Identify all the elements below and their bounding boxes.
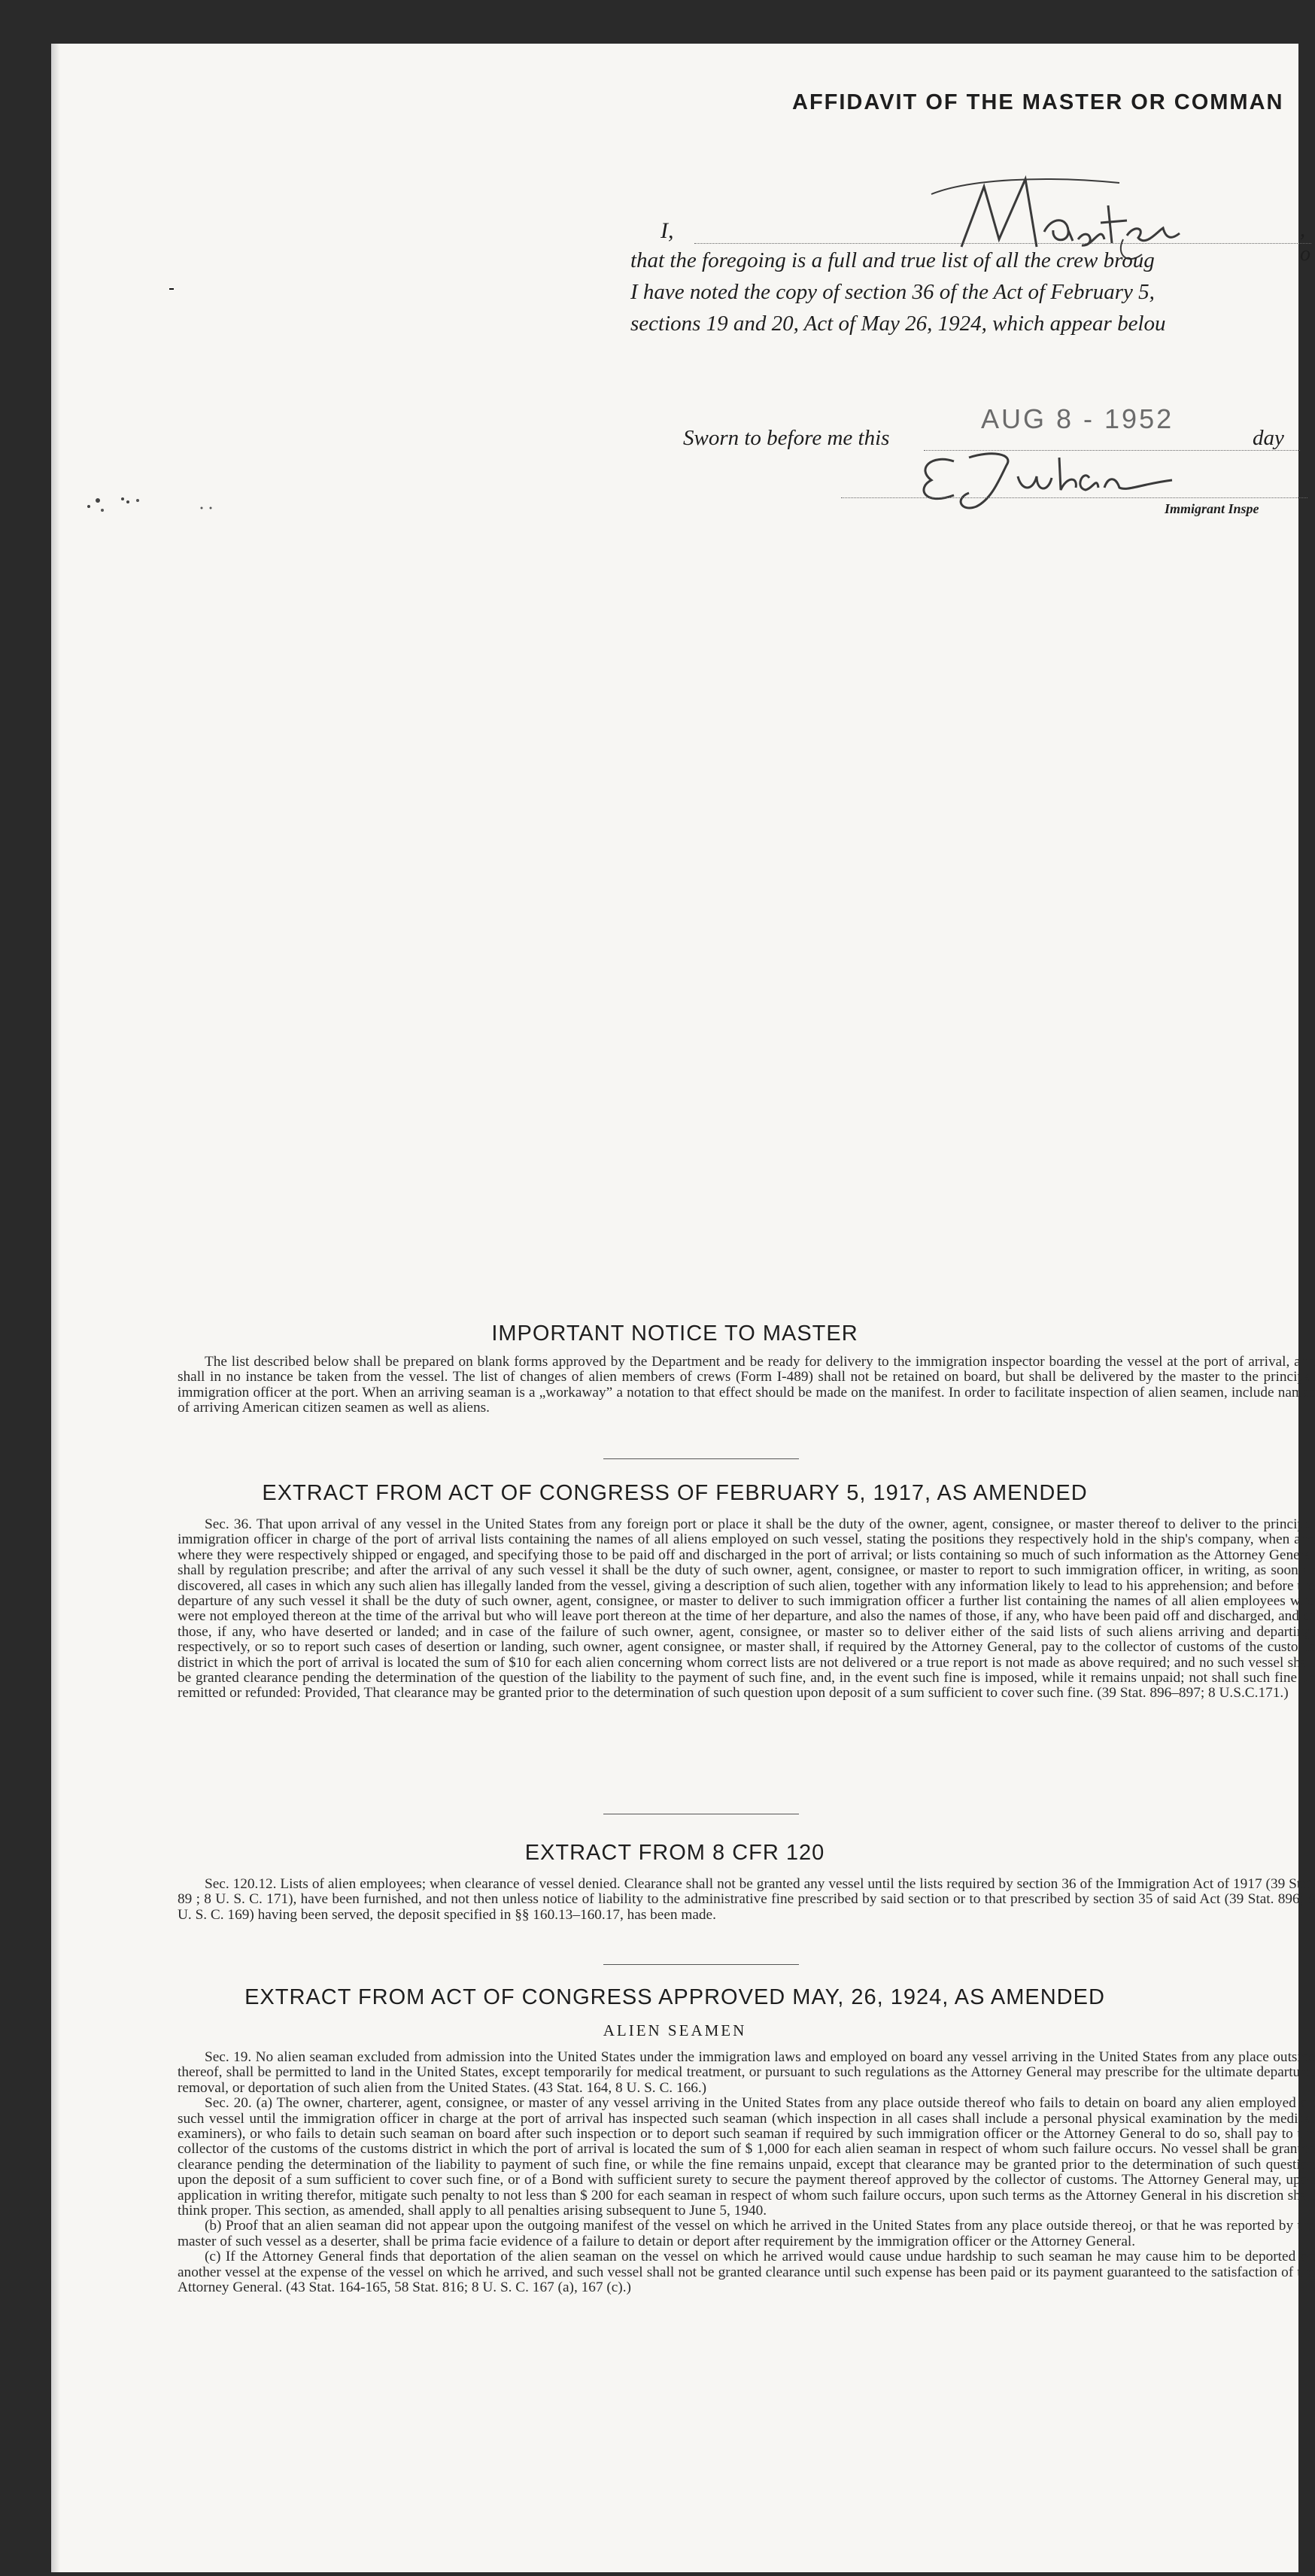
handwritten-name-signature <box>924 134 1225 266</box>
scan-specks <box>81 491 232 522</box>
section-19: Sec. 19. No alien seaman excluded from admission into the United States under the immigration laws and employed on board any vessel arriving in the United States from any place outside thereof, shall be permitted to land in the United States, except temporarily for medical treatment, or pursuant to such regulations as the Attorney General may prescribe for the ultimate departure, removal, or deportation of such alien from the United States. (43 Stat. 164, 8 U. S. C. 166.) <box>178 2049 1315 2096</box>
day-label: day <box>1253 426 1284 450</box>
affidavit-line-2: I have noted the copy of section 36 of the Act of February 5, <box>630 280 1155 304</box>
document-page <box>51 44 1315 2572</box>
notice-text: The list described below shall be prepared on blank forms approved by the Department and be ready for delivery to the immigration inspector boarding the vessel at the port of arrival, and shall in no instance be taken from the vessel. The list of changes of alien members of crews (Form I-489) shall not be retained on board, but shall be delivered by the master to the principal immigration officer at the port. When an arriving seaman is a „workaway” a notation to that effect should be made on the manifest. In order to facilitate inspection of alien seamen, include names of arriving American citizen seamen as well as aliens. <box>178 1354 1315 1416</box>
margin-mark <box>169 288 174 290</box>
immigrant-inspector-label: Immigrant Inspe <box>1165 501 1259 516</box>
affidavit-line-3: sections 19 and 20, Act of May 26, 1924, which appear belou <box>630 312 1166 336</box>
affidavit-title: AFFIDAVIT OF THE MASTER OR COMMAN <box>792 90 1284 114</box>
affidavit-i-label: I, <box>661 218 674 243</box>
sworn-label: Sworn to before me this <box>683 426 890 450</box>
scan-edge-shadow <box>51 44 60 2572</box>
notice-heading: IMPORTANT NOTICE TO MASTER <box>491 1321 858 1346</box>
section-20-c: (c) If the Attorney General finds that deportation of the alien seaman on the vessel on which he arrived would cause undue hardship to such seaman he may cause him to be deported on another vessel at the expense of the vessel on which he arrived, and such vessel shall not be granted clearance until such expense has been paid or its payment guaranteed to the satisfaction of the Attorney General. (43 Stat. 164-165, 58 Stat. 816; 8 U. S. C. 167 (a), 167 (c).) <box>178 2249 1315 2296</box>
cfr-text: Sec. 120.12. Lists of alien employees; when clearance of vessel denied. Clearance shall not be granted any vessel until the lists required by section 36 of the Immigration Act of 1917 (39 Stat. 89 ; 8 U. S. C. 171), have been furnished, and not then unless notice of liability to the administrative fine prescribed by said section or to that prescribed by section 35 of said Act (39 Stat. 896; 8 U. S. C. 169) having been served, the deposit specified in §§ 160.13–160.17, has been made. <box>178 1876 1315 1923</box>
act-1917-heading: EXTRACT FROM ACT OF CONGRESS OF FEBRUARY 5, 1917, AS AMENDED <box>262 1481 1088 1505</box>
affidavit-trailing: , o <box>1300 218 1310 266</box>
act-1924-text <box>178 2050 1315 2296</box>
act-1924-heading: EXTRACT FROM ACT OF CONGRESS APPROVED MAY, 26, 1924, AS AMENDED <box>244 1985 1105 2009</box>
inspector-signature <box>886 424 1307 514</box>
date-stamp: AUG 8 - 1952 <box>981 403 1174 434</box>
divider <box>603 1458 799 1459</box>
act-1924-subheading: ALIEN SEAMEN <box>603 2021 747 2039</box>
affidavit-line-1: that the foregoing is a full and true list of all the crew broug <box>630 248 1155 272</box>
section-20-b: (b) Proof that an alien seaman did not appear upon the outgoing manifest of the vessel on which he arrived in the United States from any place outside thereoj, or that he was reported by the master of such vessel as a deserter, shall be prima facie evidence of a failure to detain or deport after requirement by the immigration officer or the Attorney General. <box>178 2218 1315 2249</box>
cfr-heading: EXTRACT FROM 8 CFR 120 <box>524 1841 825 1865</box>
divider <box>603 1964 799 1965</box>
signature-line <box>841 497 1307 498</box>
act-1917-text: Sec. 36. That upon arrival of any vessel in the United States from any foreign port or place it shall be the duty of the owner, agent, consignee, or master thereof to deliver to the principal immigration officer in charge of the port of arrival lists containing the names of all aliens employed on such vessel, stating the positions they respectively hold in the ship's company, when and where they were respectively shipped or engaged, and specifying those to be paid off and discharged in the port of arrival; or lists containing so much of such information as the Attorney General shall by regulation prescribe; and after the arrival of any such vessel it shall be the duty of such owner, agent, consignee, or master to report to such immigration officer, in writing, as soon as discovered, all cases in which any such alien has illegally landed from the vessel, giving a description of such alien, together with any information likely to lead to his apprehension; and before the departure of any such vessel it shall be the duty of such owner, agent, consignee, or master to deliver to such immigration officer a further list containing the names of all alien employees who were not employed thereon at the time of the arrival but who will leave port thereon at the time of her departure, and also the names of those, if any, who have been paid off and discharged, and of those, if any, who have deserted or landed; and in case of the failure of such owner, agent, consignee, or master so to deliver either of the said lists of such aliens arriving and departing, respectively, or so to report such cases of desertion or landing, such owner, agent consignee, or master shall, if required by the Attorney General, pay to the collector of customs of the customs district in which the port of arrival is located the sum of $10 for each alien concerning whom correct lists are not delivered or a true report is not made as above required; and no such vessel shall be granted clearance pending the determination of the question of the liability to the payment of such fine, and, in the event such fine is imposed, while it remains unpaid; not shall such fine be remitted or refunded: Provided, That clearance may be granted prior to the determination of such question upon deposit of a sum sufficient to cover such fine. (39 Stat. 896–897; 8 U.S.C.171.) <box>178 1516 1315 1702</box>
section-20-a: Sec. 20. (a) The owner, charterer, agent, consignee, or master of any vessel arriving in the United States from any place outside thereof who fails to detain on board any alien employed on such vessel until the immigration officer in charge at the port of arrival has inspected such seaman (which inspection in all cases shall include a personal physical examination by the medical examiners), or who fails to detain such seaman on board after such inspection or to deport such seaman if required by such immigration officer or the Attorney General to do so, shall pay to the collector of the customs of the customs district in which the port of arrival is located the sum of $ 1,000 for each alien seaman in respect of whom such failure occurs. No vessel shall be granted clearance pending the determination of the liability to payment of such fine, or while the fine remains unpaid, except that clearance may be granted prior to the determination of such question upon the deposit of a sum sufficient to cover such fine, or of a Bond with sufficient surety to secure the payment thereof approved by the collector of customs. The Attorney General may, upon application in writing therefor, mitigate such penalty to not less than $ 200 for each seaman in respect of whom such failure occurs, upon such terms as the Attorney General in his discretion shall think proper. This section, as amended, shall apply to all penalties arising subsequent to June 5, 1940. <box>178 2095 1315 2219</box>
